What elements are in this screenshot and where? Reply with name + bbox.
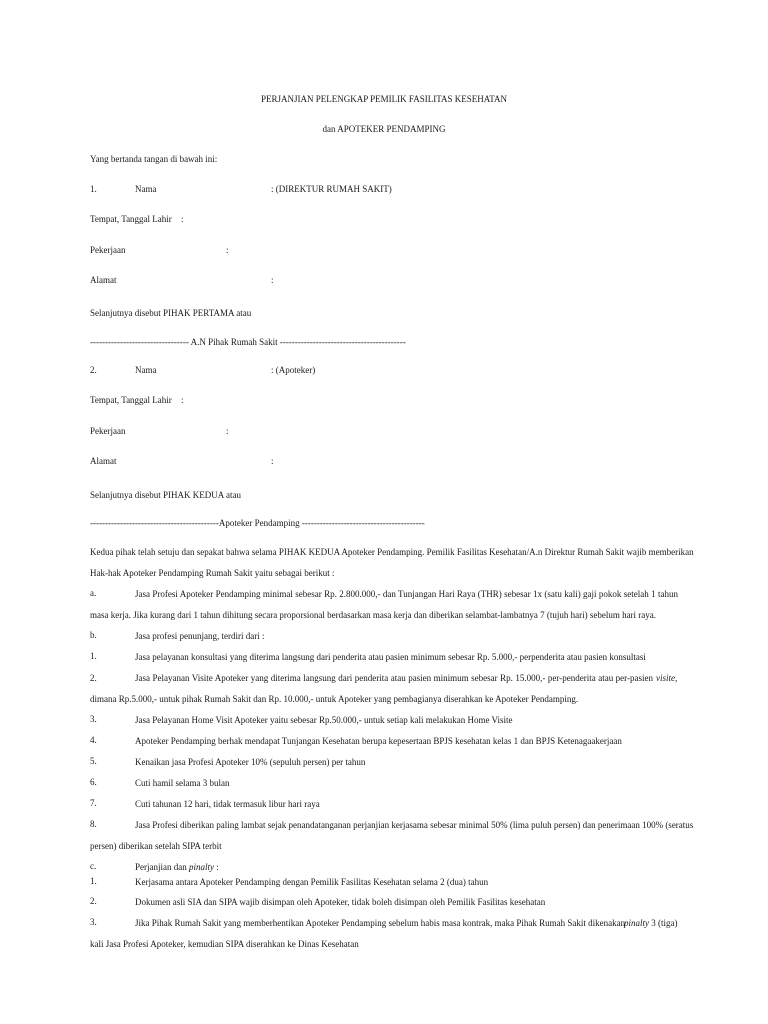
agreement-line1: Kedua pihak telah setuju dan sepakat bahwa selama PIHAK KEDUA Apoteker Pendamping. Pemilik Fasilitas Kesehatan/A.n Direktur Rumah Sakit wajib memberikan [90,547,694,557]
b-item-2-cont: dimana Rp.5.000,- untuk pihak Rumah Sakit dan Rp. 10.000,- untuk Apoteker yang pembagianya diserahkan ke Apoteker Pendamping. [90,694,579,704]
c-item-1-text: Kerjasama antara Apoteker Pendamping dengan Pemilik Fasilitas Kesehatan selama 2 (dua) tahun [135,877,489,887]
party2-pekerjaan-colon: : [226,426,229,436]
b-item-4-text: Apoteker Pendamping berhak mendapat Tunjangan Kesehatan berupa kepesertaan BPJS kesehatan kelas 1 dan BPJS Ketenagaakerjaan [135,736,622,746]
b-item-2-number: 2. [90,673,97,683]
b-item-4-number: 4. [90,735,97,745]
section-a-line1: Jasa Profesi Apoteker Pendamping minimal sebesar Rp. 2.800.000,- dan Tunjangan Hari Raya (THR) sebesar 1x (satu kali) gaji pokok setelah 1 tahun [135,589,678,599]
section-b-number: b. [90,630,97,640]
party1-pekerjaan-colon: : [226,245,229,255]
b-item-5-text: Kenaikan jasa Profesi Apoteker 10% (sepuluh persen) per tahun [135,757,366,767]
b-item-1-text: Jasa pelayanan konsultasi yang diterima langsung dari penderita atau pasien minimum sebesar Rp. 5.000,- perpenderita atau pasien konsultasi [135,652,646,662]
c-item-3-number: 3. [90,917,97,927]
b-item-6-text: Cuti hamil selama 3 bulan [135,778,230,788]
party2-ttl-colon: : [181,395,184,405]
b-item-1-number: 1. [90,651,97,661]
party2-pekerjaan-label: Pekerjaan [90,426,126,436]
party2-alamat-colon: : [271,456,274,466]
party1-nama-value: : (DIREKTUR RUMAH SAKIT) [271,184,392,194]
b-item-3-text: Jasa Pelayanan Home Visit Apoteker yaitu sebesar Rp.50.000,- untuk setiap kali melakukan Home Visite [135,715,513,725]
section-c-heading: Perjanjian dan pinalty : [135,862,219,872]
intro-text: Yang bertanda tangan di bawah ini: [90,154,218,164]
party1-separator: --------------------------------- A.N Pihak Rumah Sakit ------------------------------------------ [90,337,406,347]
b-item-7-text: Cuti tahunan 12 hari, tidak termasuk libur hari raya [135,799,320,809]
b-item-8-cont: persen) diberikan setelah SIPA terbit [90,841,222,851]
party2-ttl-label: Tempat, Tanggal Lahir [90,395,172,405]
b-item-2-text: Jasa Pelayanan Visite Apoteker yang diterima langsung dari penderita atau pasien minimum sebesar Rp. 15.000,- per-penderita atau per-pasien [135,673,653,683]
party1-nama-label: Nama [135,184,157,194]
b-item-8-number: 8. [90,819,97,829]
b-item-8-text: Jasa Profesi diberikan paling lambat sejak penandatanganan perjanjian kerjasama sebesar minimal 50% (lima puluh persen) dan penerimaan 100% (seratus [135,820,694,830]
document-title-line1: PERJANJIAN PELENGKAP PEMILIK FASILITAS KESEHATAN [260,94,508,104]
party1-alamat-label: Alamat [90,275,117,285]
b-item-2-italic: visite, [656,673,678,683]
section-c-number: c. [90,861,97,871]
c-item-3-cont: kali Jasa Profesi Apoteker, kemudian SIPA diserahkan ke Dinas Kesehatan [90,939,359,949]
section-a-number: a. [90,588,97,598]
party2-number: 2. [90,365,97,375]
party2-nama-label: Nama [135,365,157,375]
document-title-line2: dan APOTEKER PENDAMPING [322,124,446,134]
party2-alamat-label: Alamat [90,456,117,466]
c-item-1-number: 1. [90,876,97,886]
party1-pekerjaan-label: Pekerjaan [90,245,126,255]
party1-ttl-label: Tempat, Tanggal Lahir [90,214,172,224]
party2-nama-value: : (Apoteker) [271,365,316,375]
b-item-7-number: 7. [90,798,97,808]
agreement-line2: Hak-hak Apoteker Pendamping Rumah Sakit yaitu sebagai berikut : [90,568,335,578]
c-item-2-text: Dokumen asli SIA dan SIPA wajib disimpan oleh Apoteker, tidak boleh disimpan oleh Pemilik Fasilitas kesehatan [135,897,546,907]
section-b-text: Jasa profesi penunjang, terdiri dari : [135,631,265,641]
party1-number: 1. [90,184,97,194]
party2-disebut: Selanjutnya disebut PIHAK KEDUA atau [90,490,241,500]
party2-separator: -------------------------------------------Apoteker Pendamping ----------------------------------------- [90,518,425,528]
party1-alamat-colon: : [271,275,274,285]
c-item-3-italic: pinalty 3 (tiga) [624,918,678,928]
party1-ttl-colon: : [181,214,184,224]
b-item-3-number: 3. [90,714,97,724]
section-a-line2: masa kerja. Jika kurang dari 1 tahun dihitung secara proporsional berdasarkan masa kerja dan diberikan selambat-lambatnya 7 (tujuh hari) sebelum hari raya. [90,610,657,620]
c-item-2-number: 2. [90,896,97,906]
b-item-5-number: 5. [90,756,97,766]
party1-disebut: Selanjutnya disebut PIHAK PERTAMA atau [90,308,252,318]
c-item-3-text: Jika Pihak Rumah Sakit yang memberhentikan Apoteker Pendamping sebelum habis masa kontrak, maka Pihak Rumah Sakit dikenakan [135,918,626,928]
b-item-6-number: 6. [90,777,97,787]
